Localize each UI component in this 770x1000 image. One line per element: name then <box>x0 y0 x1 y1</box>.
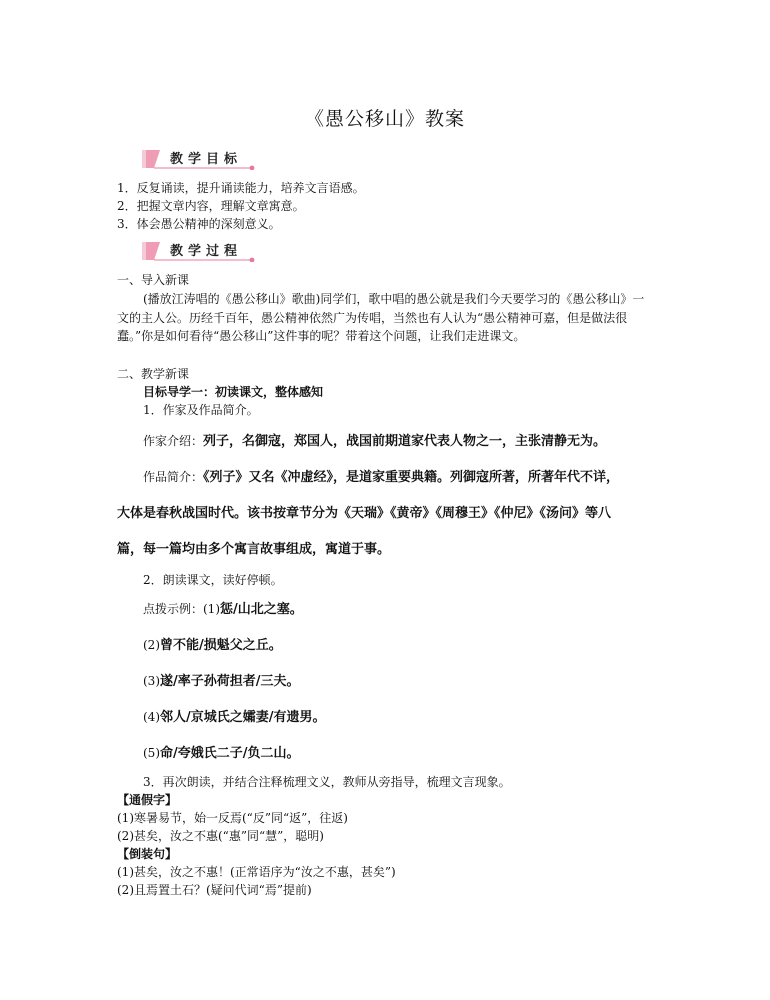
tongjia-item: (1)寒暑易节，始一反焉(“反”同“返”，往返) <box>117 811 348 825</box>
example-text: 邻人/京城氏之孀妻/有遗男。 <box>160 710 326 725</box>
goal-item: 2．把握文章内容，理解文章寓意。 <box>117 199 305 213</box>
example-item <box>143 598 303 617</box>
section-header-process <box>140 238 260 262</box>
example-number: (3) <box>143 674 160 688</box>
example-text: 遂/率子孙荷担者/三夫。 <box>160 674 300 689</box>
example-text: 曾不能/损魁父之丘。 <box>160 638 282 653</box>
section-header-goals <box>140 146 260 170</box>
example-text: 命/夸娥氏二子/负二山。 <box>160 746 300 761</box>
work-text-line: 篇，每一篇均由多个寓言故事组成，寓道于事。 <box>117 542 391 557</box>
tongjia-item: (2)甚矣，汝之不惠(“惠”同“慧”，聪明) <box>117 829 324 843</box>
daozhuang-item: (2)且焉置土石？(疑问代词“焉”提前) <box>117 883 312 897</box>
author-prefix: 作家介绍： <box>143 434 204 448</box>
goal-item: 3．体会愚公精神的深刻意义。 <box>117 217 281 231</box>
example-text: 惩/山北之塞。 <box>220 602 303 617</box>
example-prefix: 点拨示例：(1) <box>143 602 220 616</box>
example-number: (5) <box>143 746 160 760</box>
daozhuang-heading: 【倒装句】 <box>117 847 178 861</box>
work-text: 《列子》又名《冲虚经》，是道家重要典籍。列御寇所著，所著年代不详， <box>203 470 620 485</box>
work-intro <box>143 466 619 485</box>
example-number: (2) <box>143 638 160 652</box>
goal-guide-heading: 目标导学一：初读课文，整体感知 <box>143 385 324 399</box>
author-text: 列子，名御寇，郑国人，战国前期道家代表人物之一，主张清静无为。 <box>203 434 607 449</box>
intro-heading: 一、导入新课 <box>117 273 190 287</box>
example-item <box>143 634 282 653</box>
page-title: 《愚公移山》教案 <box>304 108 465 130</box>
new-lesson-heading: 二、教学新课 <box>117 367 190 381</box>
example-item <box>143 742 300 761</box>
example-item <box>143 670 300 689</box>
work-prefix: 作品简介： <box>143 470 204 484</box>
step-item: 3．再次朗读，并结合注释梳理文义，教师从旁指导，梳理文言现象。 <box>143 775 511 789</box>
step-item: 1．作家及作品简介。 <box>143 403 259 417</box>
intro-paragraph: (播放江涛唱的《愚公移山》歌曲)同学们，歌中唱的愚公就是我们今天要学习的《愚公移山》一文的主人公。历经千百年，愚公精神依然广为传唱，当然也有人认为“愚公精神可嘉，但是做法很蠢。”你是如何看待“愚公移山”这件事的呢？带着这个问题，让我们走进课文。 <box>117 292 645 343</box>
example-item <box>143 706 326 725</box>
daozhuang-item: (1)甚矣，汝之不惠！(正常语序为“汝之不惠，甚矣”) <box>117 865 396 879</box>
section-label: 教学目标 <box>170 152 243 167</box>
goal-item: 1．反复诵读，提升诵读能力，培养文言语感。 <box>117 181 365 195</box>
step-item: 2．朗读课文，读好停顿。 <box>143 573 283 587</box>
tongjia-heading: 【通假字】 <box>117 793 178 807</box>
author-intro <box>143 430 606 449</box>
example-number: (4) <box>143 710 160 724</box>
work-text-line: 大体是春秋战国时代。该书按章节分为《天瑞》《黄帝》《周穆王》《仲尼》《汤问》等八 <box>117 506 612 521</box>
section-label: 教学过程 <box>170 244 243 259</box>
